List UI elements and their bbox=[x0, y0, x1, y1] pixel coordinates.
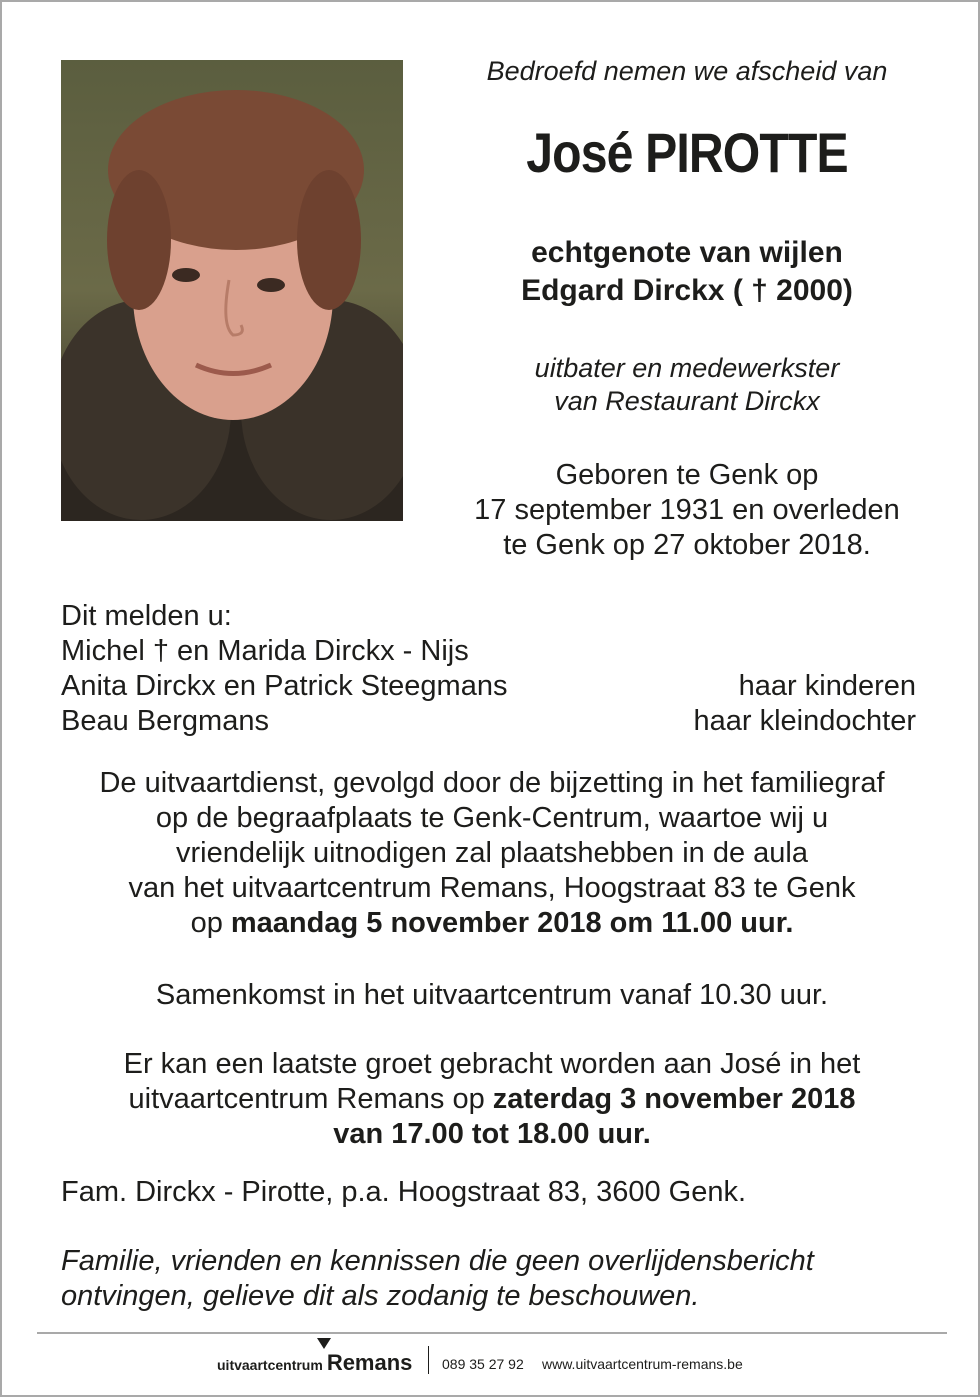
family-row bbox=[61, 634, 916, 669]
family-member: Beau Bergmans bbox=[61, 705, 269, 737]
born-line-2: 17 september 1931 en overleden bbox=[474, 494, 900, 526]
phone-number: 089 35 27 92 bbox=[442, 1356, 524, 1372]
brand-name: Remans bbox=[326, 1350, 413, 1375]
funeral-service-info bbox=[42, 766, 942, 941]
intro-text: Bedroefd nemen we afscheid van bbox=[486, 56, 888, 86]
gathering-info: Samenkomst in het uitvaartcentrum vanaf 10.30 uur. bbox=[155, 979, 829, 1011]
brand-small-text: uitvaartcentrum bbox=[217, 1357, 323, 1373]
notice-line-2: ontvingen, gelieve dit als zodanig te beschouwen. bbox=[61, 1280, 700, 1312]
farewell-time: van 17.00 tot 18.00 uur. bbox=[333, 1118, 651, 1150]
brand-logo bbox=[217, 1350, 412, 1376]
farewell-line-1: Er kan een laatste groet gebracht worden aan José in het bbox=[123, 1048, 861, 1080]
farewell-prefix: uitvaartcentrum Remans op bbox=[128, 1083, 493, 1115]
family-member: Michel † en Marida Dirckx - Nijs bbox=[61, 635, 469, 667]
family-relation: haar kinderen bbox=[738, 670, 916, 702]
deceased-name: José PIROTTE bbox=[526, 121, 848, 184]
occupation-line-2: van Restaurant Dirckx bbox=[554, 386, 820, 416]
portrait-photo bbox=[61, 60, 403, 521]
birth-death-info bbox=[422, 458, 952, 563]
service-date: maandag 5 november 2018 om 11.00 uur. bbox=[230, 907, 794, 939]
notice-line-1: Familie, vrienden en kennissen die geen overlijdensbericht bbox=[61, 1245, 814, 1277]
website-link[interactable]: www.uitvaartcentrum-remans.be bbox=[542, 1356, 743, 1372]
farewell-info bbox=[42, 1047, 942, 1152]
family-row bbox=[61, 704, 916, 739]
family-announcement bbox=[61, 599, 916, 739]
occupation-line-1: uitbater en medewerkster bbox=[534, 353, 840, 383]
spouse-line-2: Edgard Dirckx ( † 2000) bbox=[521, 274, 853, 307]
family-member: Anita Dirckx en Patrick Steegmans bbox=[61, 670, 508, 702]
footer-divider bbox=[37, 1332, 947, 1334]
born-line-1: Geboren te Genk op bbox=[555, 459, 819, 491]
farewell-line-2 bbox=[42, 1082, 942, 1117]
service-line: op de begraafplaats te Genk-Centrum, waartoe wij u bbox=[155, 802, 829, 834]
born-line-3: te Genk op 27 oktober 2018. bbox=[503, 529, 871, 561]
service-date-line bbox=[42, 906, 942, 941]
notice-text bbox=[61, 1244, 921, 1314]
family-relation: haar kleindochter bbox=[693, 705, 916, 737]
service-line: van het uitvaartcentrum Remans, Hoogstraat 83 te Genk bbox=[128, 872, 856, 904]
family-address: Fam. Dirckx - Pirotte, p.a. Hoogstraat 83, 3600 Genk. bbox=[61, 1176, 747, 1208]
occupation bbox=[422, 352, 952, 418]
footer-separator bbox=[428, 1346, 429, 1374]
spouse-info bbox=[422, 234, 952, 310]
announce-heading-row bbox=[61, 599, 916, 634]
service-date-prefix: op bbox=[190, 907, 231, 939]
spouse-line-1: echtgenote van wijlen bbox=[531, 236, 843, 269]
triangle-logo-icon bbox=[317, 1338, 331, 1349]
announce-heading: Dit melden u: bbox=[61, 600, 232, 632]
family-row bbox=[61, 669, 916, 704]
farewell-date: zaterdag 3 november 2018 bbox=[492, 1083, 856, 1115]
farewell-line-3 bbox=[42, 1117, 942, 1152]
service-line: De uitvaartdienst, gevolgd door de bijzetting in het familiegraf bbox=[99, 767, 885, 799]
service-line: vriendelijk uitnodigen zal plaatshebben in de aula bbox=[175, 837, 808, 869]
